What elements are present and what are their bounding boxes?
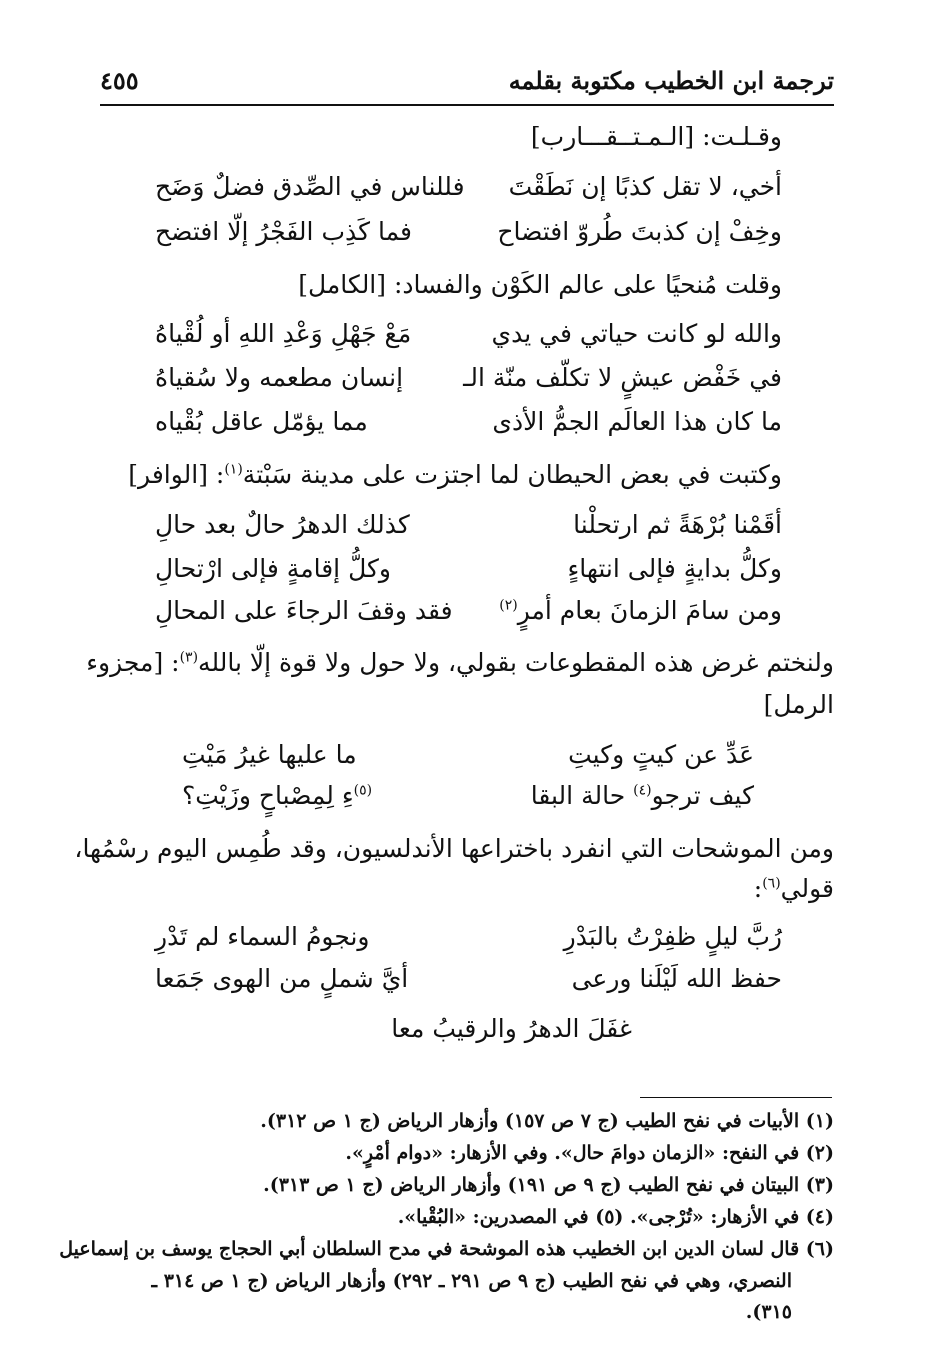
intro-line <box>128 462 782 487</box>
header-rule <box>100 104 834 106</box>
intro-line: ومن الموشحات التي انفرد باختراعها الأندلسيون، وقد طُمِس اليوم رسْمُها، <box>74 834 834 863</box>
running-header <box>100 64 834 98</box>
verse-second-hemistich: فللناس في الصِّدق فضلٌ وَضَح <box>155 172 465 201</box>
verse-first-hemistich: أقَمْنا بُرْهَةً ثم ارتحلْنا <box>573 510 782 539</box>
footnote: (٣) البيتان في نفح الطيب (ج ٩ ص ١٩١) وأزهار الرياض (ج ١ ص ٣١٣). <box>263 1174 834 1196</box>
verse-second-hemistich: أيَّ شملٍ من الهوى جَمَعا <box>155 964 409 993</box>
footnote-marker: (٤) <box>633 782 652 799</box>
verse-first-hemistich: والله لو كانت حياتي في يدي <box>491 319 782 348</box>
verse-second-hemistich: فقد وقفَ الرجاءَ على المحالِ <box>155 596 453 625</box>
verse-first-hemistich: حفظ الله لَيْلَنا ورعى <box>571 964 782 993</box>
verse-second-hemistich: مَعْ جَهْلِ وَعْدِ اللهِ أو لُقْياهُ <box>155 319 412 348</box>
footnote: (٢) في النفح: «الزمان دوامَ حال». وفي الأزهار: «دوام أمْرٍ». <box>345 1142 834 1164</box>
muwashshah-closing-line: غفَلَ الدهرُ والرقيبُ معا <box>391 1014 632 1043</box>
verse-first-hemistich: رُبَّ ليلٍ ظفِرْتُ بالبَدْرِ <box>563 922 782 951</box>
verse-first-hemistich: وكلُّ بدايةٍ فإلى انتهاءٍ <box>567 554 782 583</box>
verse-first-hemistich <box>499 598 782 623</box>
footnote: (٦) قال لسان الدين ابن الخطيب هذه الموشحة في مدح السلطان أبي الحجاج يوسف بن إسماعيل <box>59 1238 834 1260</box>
intro-colon: : <box>753 874 763 903</box>
intro-line-continued: الرمل] <box>763 690 834 719</box>
intro-line: وقـلـت: [الـمـتــقـــارب] <box>530 122 782 151</box>
verse-second-hemistich: وكلُّ إقامةٍ فإلى ارْتحالِ <box>155 554 391 583</box>
verse-second-hemistich: ما عليها غيرُ مَيْتِ <box>182 740 357 769</box>
running-title: ترجمة ابن الخطيب مكتوبة بقلمه <box>508 66 834 95</box>
footnote-marker: (٣) <box>179 649 199 666</box>
verse-second-hemistich: ونجومُ السماء لم تَدْرِ <box>155 922 370 951</box>
page-number: ٤٥٥ <box>100 66 139 95</box>
intro-line <box>86 648 834 677</box>
verse-second-hemistich: إنسان مطعمه ولا سُقياهُ <box>155 363 404 392</box>
verse-first-hemistich: في خَفْض عيشٍ لا تكلّف منّة الـ <box>463 363 782 392</box>
footnote: (٤) في الأزهار: «تُرْجى». (٥) في المصدرين: «البُقْيا». <box>397 1206 834 1228</box>
meter-label: : [الوافر] <box>128 460 225 489</box>
footnote-continued: ٣١٥). <box>745 1301 792 1323</box>
footnote-marker: (٥) <box>353 782 373 799</box>
intro-line-continued <box>754 876 834 901</box>
footnote-marker: (٢) <box>499 597 518 614</box>
verse-text: كيف ترجو <box>651 781 754 810</box>
intro-text: قولي <box>780 874 834 903</box>
verse-second-hemistich: كذلك الدهرُ حالٌ بعد حالِ <box>155 510 410 539</box>
verse-first-hemistich: أخي، لا تقل كذبًا إن نَطَقْتَ <box>508 172 782 201</box>
verse-second-hemistich: مما يؤمّل عاقل بُقْياه <box>155 407 368 436</box>
footnote-marker: (١) <box>224 461 243 478</box>
footnote-rule <box>640 1097 832 1098</box>
verse-first-hemistich: عَدِّ عن كيتٍ وكيتِ <box>568 740 754 769</box>
intro-text: ولنختم غرض هذه المقطوعات بقولي، ولا حول ولا قوة إلّا بالله <box>198 648 834 677</box>
verse-first-hemistich: ما كان هذا العالَم الجمُّ الأذى <box>492 407 782 436</box>
footnote: (١) الأبيات في نفح الطيب (ج ٧ ص ١٥٧) وأزهار الرياض (ج ١ ص ٣١٢). <box>260 1110 834 1132</box>
verse-text: ومن سامَ الزمانَ بعام أمرٍ <box>517 596 782 625</box>
verse-first-hemistich: وخِفْ إن كذبتَ طُروّ افتضاح <box>497 217 782 246</box>
verse-second-hemistich: فما كَذِب الفَجْرُ إلّا افتضح <box>155 217 412 246</box>
verse-text: ءِ لِمِصْباحٍ وزَيْتِ؟ <box>182 781 354 810</box>
verse-first-hemistich <box>531 783 754 808</box>
verse-second-hemistich <box>182 783 372 808</box>
footnote-continued: النصري، وهي في نفح الطيب (ج ٩ ص ٢٩١ ـ ٢٩٢) وأزهار الرياض (ج ١ ص ٣١٤ ـ <box>151 1270 792 1292</box>
verse-text: حالة البقا <box>530 781 626 810</box>
meter-label: : [مجزوء <box>86 648 180 677</box>
footnote-marker: (٦) <box>762 875 781 892</box>
intro-line: وقلت مُنحيًا على عالم الكَوْن والفساد: [الكامل] <box>298 270 782 299</box>
intro-text: وكتبت في بعض الحيطان لما اجتزت على مدينة سَبْتة <box>242 460 782 489</box>
